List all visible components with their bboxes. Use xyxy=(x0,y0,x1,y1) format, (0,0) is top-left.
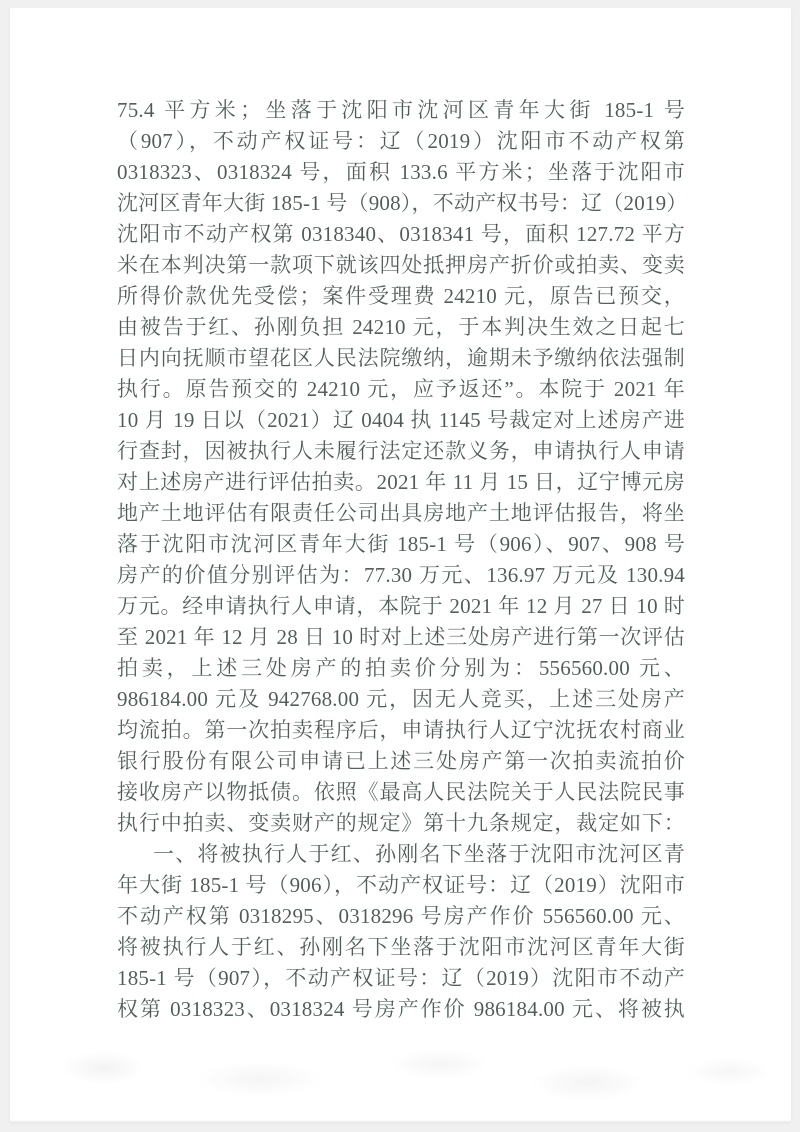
document-text-line: 米在本判决第一款项下就该四处抵押房产折价或拍卖、变卖 xyxy=(117,253,685,277)
document-text-line: 不动产权第 0318295、0318296 号房产作价 556560.00 元、 xyxy=(117,904,685,928)
document-text-line: 沈阳市不动产权第 0318340、0318341 号，面积 127.72 平方 xyxy=(117,222,685,246)
page-bottom-shadow xyxy=(10,1119,791,1122)
document-text-line: 185-1 号（907），不动产权证号：辽（2019）沈阳市不动产 xyxy=(117,966,685,990)
document-text-line: 一、将被执行人于红、孙刚名下坐落于沈阳市沈河区青 xyxy=(153,842,685,866)
document-text-line: 由被告于红、孙刚负担 24210 元，于本判决生效之日起七 xyxy=(117,315,685,339)
document-text-line: 将被执行人于红、孙刚名下坐落于沈阳市沈河区青年大街 xyxy=(117,935,685,959)
document-text-line: 权第 0318323、0318324 号房产作价 986184.00 元、将被执 xyxy=(117,997,685,1021)
document-text-block xyxy=(117,95,688,1025)
document-text-line: 至 2021 年 12 月 28 日 10 时对上述三处房产进行第一次评估 xyxy=(117,625,685,649)
document-text-line: 银行股份有限公司申请已上述三处房产第一次拍卖流拍价 xyxy=(117,749,685,773)
document-text-line: 所得价款优先受偿；案件受理费 24210 元，原告已预交， xyxy=(117,284,685,308)
document-text-line: 地产土地评估有限责任公司出具房地产土地评估报告，将坐 xyxy=(117,501,685,525)
document-text-line: 房产的价值分别评估为：77.30 万元、136.97 万元及 130.94 xyxy=(117,563,685,587)
document-text-line: 行查封，因被执行人未履行法定还款义务，申请执行人申请 xyxy=(117,439,685,463)
document-text-line: 拍卖，上述三处房产的拍卖价分别为：556560.00 元、 xyxy=(117,656,685,680)
document-text-line: 对上述房产进行评估拍卖。2021 年 11 月 15 日，辽宁博元房 xyxy=(117,470,685,494)
document-text-line: 日内向抚顺市望花区人民法院缴纳，逾期未予缴纳依法强制 xyxy=(117,346,685,370)
document-text-line: 万元。经申请执行人申请，本院于 2021 年 12 月 27 日 10 时 xyxy=(117,594,685,618)
document-text-line: 落于沈阳市沈河区青年大街 185-1 号（906）、907、908 号 xyxy=(117,532,685,556)
document-text-line: 986184.00 元及 942768.00 元，因无人竞买，上述三处房产 xyxy=(117,687,685,711)
document-text-line: 执行中拍卖、变卖财产的规定》第十九条规定，裁定如下： xyxy=(117,811,685,835)
document-text-line: 75.4 平方米；坐落于沈阳市沈河区青年大街 185-1 号 xyxy=(117,98,685,122)
document-text-line: 接收房产以物抵债。依照《最高人民法院关于人民法院民事 xyxy=(117,780,685,804)
document-text-line: （907），不动产权证号：辽（2019）沈阳市不动产权第 xyxy=(117,129,685,153)
document-text-line: 沈河区青年大街 185-1 号（908），不动产权书号：辽（2019） xyxy=(117,191,688,215)
document-text-line: 10 月 19 日以（2021）辽 0404 执 1145 号裁定对上述房产进 xyxy=(117,408,685,432)
document-text-line: 0318323、0318324 号，面积 133.6 平方米；坐落于沈阳市 xyxy=(117,160,685,184)
document-text-line: 均流拍。第一次拍卖程序后，申请执行人辽宁沈抚农村商业 xyxy=(117,718,685,742)
document-text-line: 执行。原告预交的 24210 元，应予返还”。本院于 2021 年 xyxy=(117,377,685,401)
scan-artifact xyxy=(10,1038,791,1113)
document-text-line: 年大街 185-1 号（906），不动产权证号：辽（2019）沈阳市 xyxy=(117,873,685,897)
document-page xyxy=(10,8,791,1122)
